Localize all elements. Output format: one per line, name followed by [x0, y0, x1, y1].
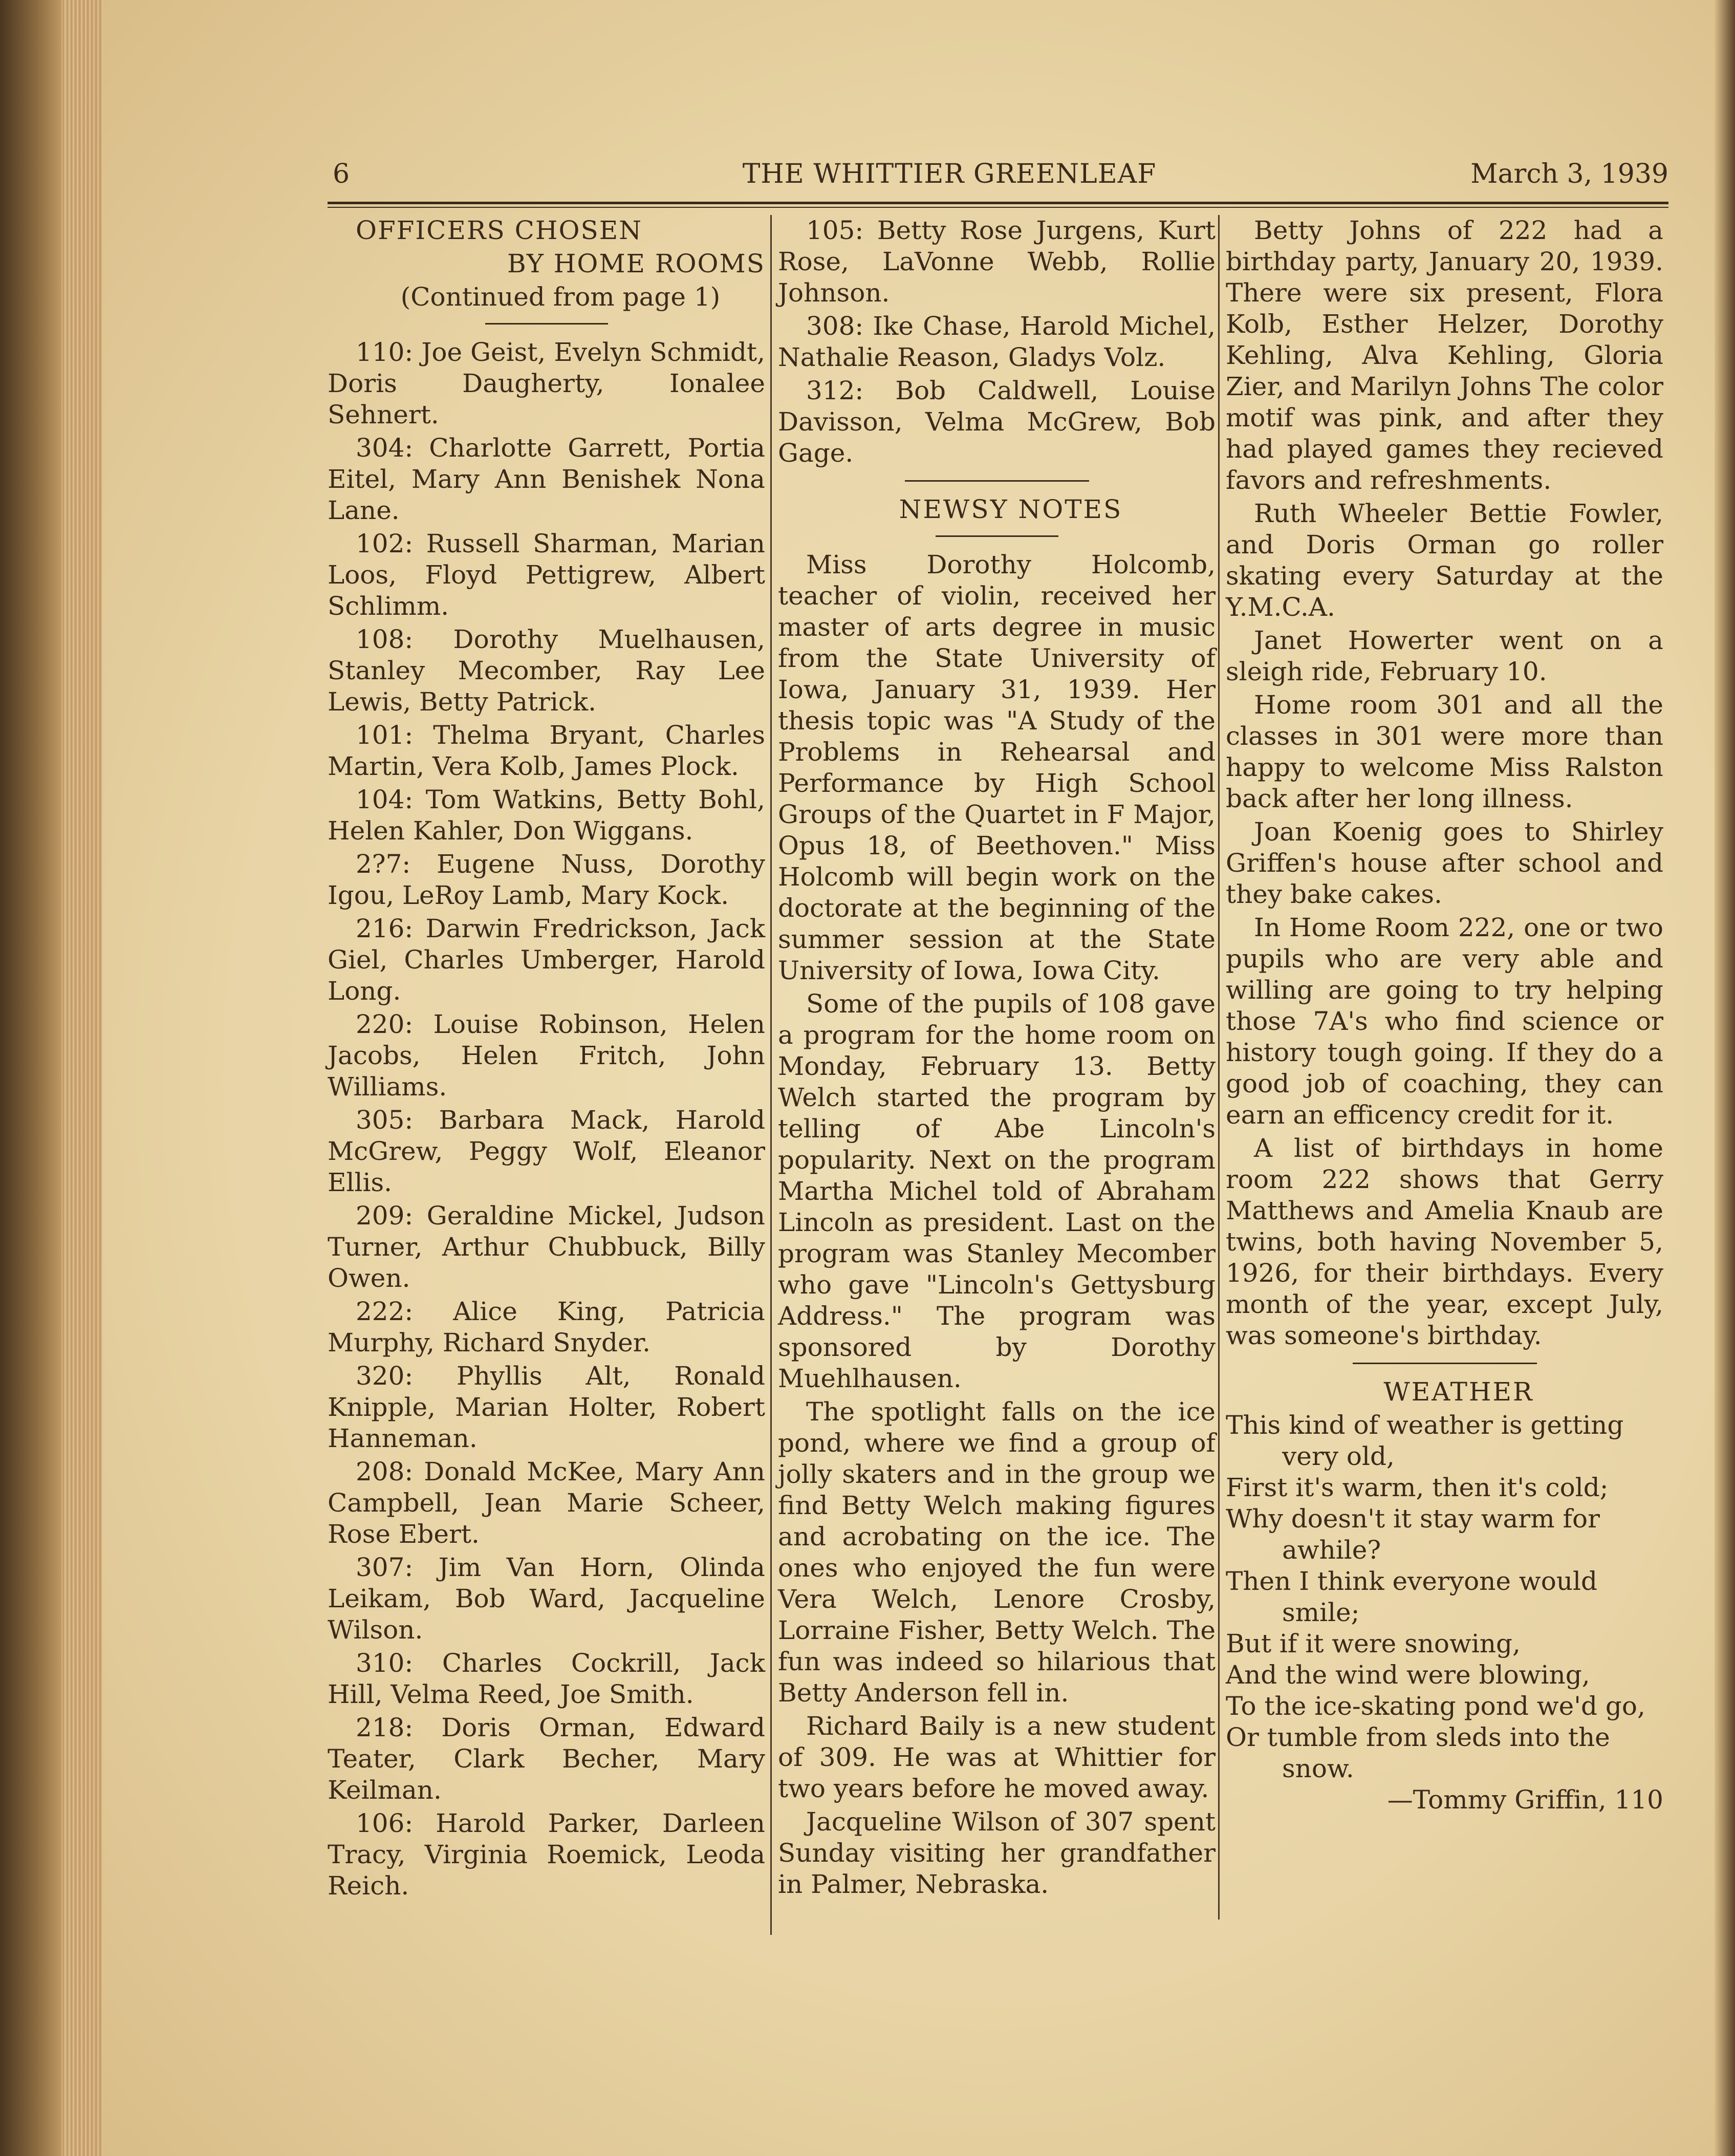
room-entry: 101: Thelma Bryant, Charles Martin, Vera Kolb, James Plock. [328, 720, 765, 781]
room-entry: 310: Charles Cockrill, Jack Hill, Velma Reed, Joe Smith. [328, 1648, 765, 1709]
page-header [230, 154, 1668, 195]
poem-line: Then I think everyone would [1226, 1566, 1598, 1596]
room-entry: 105: Betty Rose Jurgens, Kurt Rose, LaVonne Webb, Rollie Johnson. [778, 215, 1216, 308]
news-paragraph: Betty Johns of 222 had a birthday party, January 20, 1939. There were six present, Flora Kolb, Esther Helzer, Dorothy Kehling, Alva Kehling, Gloria Zier, and Marilyn Johns The color motif was pink, and after they had played games they recieved favors and refreshments. [1226, 215, 1663, 495]
continued-note: (Continued from page 1) [400, 282, 721, 312]
room-entry: 209: Geraldine Mickel, Judson Turner, Arthur Chubbuck, Billy Owen. [328, 1201, 765, 1293]
page-number: 6 [333, 159, 350, 189]
news-paragraph: The spotlight falls on the ice pond, where we find a group of jolly skaters and in the group we find Betty Welch making figures and acrobating on the ice. The ones who enjoyed the fun were Vera Welch, Lenore Crosby, Lorraine Fisher, Betty Welch. The fun was indeed so hilarious that Betty Anderson fell in. [778, 1397, 1216, 1708]
news-paragraph: Janet Howerter went on a sleigh ride, February 10. [1226, 626, 1663, 686]
poem-line: very old, [1282, 1441, 1395, 1471]
room-entry: 307: Jim Van Horn, Olinda Leikam, Bob Ward, Jacqueline Wilson. [328, 1553, 765, 1645]
page-right-edge [1715, 0, 1735, 2156]
column-3 [1226, 215, 1663, 1818]
masthead: THE WHITTIER GREENLEAF [742, 159, 1157, 189]
poem-line: snow. [1282, 1754, 1354, 1783]
news-paragraph: In Home Room 222, one or two pupils who are very able and willing are going to try helping those 7A's who find science or history tough going. If they do a good job of coaching, they can earn an efficency credit for it. [1226, 913, 1663, 1130]
room-entry: 305: Barbara Mack, Harold McGrew, Peggy Wolf, Eleanor Ellis. [328, 1105, 765, 1197]
section-rule [936, 535, 1058, 537]
news-paragraph: Jacqueline Wilson of 307 spent Sunday visiting her grandfather in Palmer, Nebraska. [778, 1807, 1216, 1899]
room-entry: 308: Ike Chase, Harold Michel, Nathalie Reason, Gladys Volz. [778, 311, 1216, 372]
newsy-notes-title: NEWSY NOTES [899, 494, 1123, 524]
poem-line: This kind of weather is getting [1226, 1410, 1624, 1440]
room-entry: 110: Joe Geist, Evelyn Schmidt, Doris Daugherty, Ionalee Sehnert. [328, 337, 765, 429]
poem-line: And the wind were blowing, [1226, 1660, 1590, 1690]
poem-line: Or tumble from sleds into the [1226, 1722, 1610, 1752]
room-entry: 304: Charlotte Garrett, Portia Eitel, Mary Ann Benishek Nona Lane. [328, 433, 765, 525]
poem-line: To the ice-skating pond we'd go, [1226, 1691, 1645, 1721]
room-entry: 2?7: Eugene Nuss, Dorothy Igou, LeRoy Lamb, Mary Kock. [328, 849, 765, 910]
weather-poem [1226, 1410, 1663, 1784]
column-1 [328, 215, 765, 1904]
page-edges [61, 0, 102, 2156]
column-2 [778, 215, 1216, 1902]
column-divider-1 [770, 215, 772, 1935]
room-entry: 108: Dorothy Muelhausen, Stanley Mecomber, Ray Lee Lewis, Betty Patrick. [328, 624, 765, 717]
poem-line: smile; [1282, 1598, 1360, 1627]
section-rule [905, 480, 1089, 482]
room-entry: 220: Louise Robinson, Helen Jacobs, Helen Fritch, John Williams. [328, 1009, 765, 1102]
room-entry: 104: Tom Watkins, Betty Bohl, Helen Kahler, Don Wiggans. [328, 785, 765, 846]
issue-date: March 3, 1939 [1470, 159, 1668, 189]
column-divider-2 [1218, 215, 1220, 1920]
room-entry: 216: Darwin Fredrickson, Jack Giel, Charles Umberger, Harold Long. [328, 914, 765, 1006]
officers-headline-2: BY HOME ROOMS [507, 249, 765, 278]
poem-line: Why doesn't it stay warm for [1226, 1504, 1600, 1534]
poem-line: First it's warm, then it's cold; [1226, 1473, 1609, 1502]
room-entry: 102: Russell Sharman, Marian Loos, Floyd Pettigrew, Albert Schlimm. [328, 529, 765, 621]
room-entry: 320: Phyllis Alt, Ronald Knipple, Marian Holter, Robert Hanneman. [328, 1361, 765, 1453]
news-paragraph: Miss Dorothy Holcomb, teacher of violin, received her master of arts degree in music from the State University of Iowa, January 31, 1939. Her thesis topic was "A Study of the Problems in Rehearsal and Performance by High School Groups of the Quartet in F Major, Opus 18, of Beethoven." Miss Holcomb will begin work on the doctorate at the beginning of the summer session at the State University of Iowa, Iowa City. [778, 550, 1216, 985]
news-paragraph: Home room 301 and all the classes in 301 were more than happy to welcome Miss Ralston back after her long illness. [1226, 690, 1663, 813]
officers-headline-1: OFFICERS CHOSEN [356, 215, 643, 245]
room-entry: 222: Alice King, Patricia Murphy, Richard Snyder. [328, 1297, 765, 1357]
header-rule-thin [328, 207, 1668, 208]
poem-signature: —Tommy Griffin, 110 [1387, 1785, 1663, 1815]
poem-line: But if it were snowing, [1226, 1629, 1521, 1658]
room-entry: 312: Bob Caldwell, Louise Davisson, Velma McGrew, Bob Gage. [778, 376, 1216, 468]
news-paragraph: Richard Baily is a new student of 309. He was at Whittier for two years before he moved away. [778, 1711, 1216, 1803]
news-paragraph: A list of birthdays in home room 222 shows that Gerry Matthews and Amelia Knaub are twins, both having November 5, 1926, for their birthdays. Every month of the year, except July, was someone's birthday. [1226, 1133, 1663, 1350]
weather-title: WEATHER [1383, 1377, 1534, 1407]
poem-line: awhile? [1282, 1535, 1381, 1565]
room-entry: 218: Doris Orman, Edward Teater, Clark Becher, Mary Keilman. [328, 1713, 765, 1805]
header-rule [328, 202, 1668, 204]
news-paragraph: Some of the pupils of 108 gave a program for the home room on Monday, February 13. Betty Welch started the program by telling of Abe Lincoln's popularity. Next on the program Martha Michel told of Abraham Lincoln as president. Last on the program was Stanley Mecomber who gave "Lincoln's Gettysburg Address." The program was sponsored by Dorothy Muehlhausen. [778, 989, 1216, 1393]
news-paragraph: Ruth Wheeler Bettie Fowler, and Doris Orman go roller skating every Saturday at the Y.M.C.A. [1226, 499, 1663, 622]
section-rule [485, 323, 608, 325]
news-paragraph: Joan Koenig goes to Shirley Griffen's house after school and they bake cakes. [1226, 817, 1663, 909]
room-entry: 208: Donald McKee, Mary Ann Campbell, Jean Marie Scheer, Rose Ebert. [328, 1457, 765, 1549]
room-entry: 106: Harold Parker, Darleen Tracy, Virginia Roemick, Leoda Reich. [328, 1808, 765, 1901]
section-rule [1353, 1363, 1537, 1364]
